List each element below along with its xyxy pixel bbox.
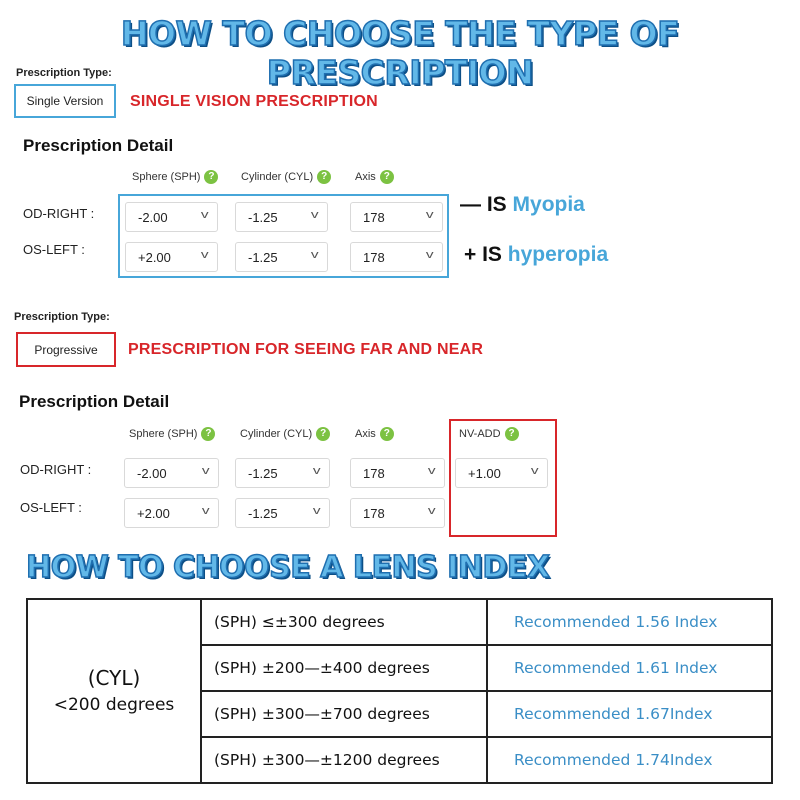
chevron-down-icon: v xyxy=(201,505,210,517)
sph-range-cell: (SPH) ±200—±400 degrees xyxy=(201,645,487,691)
sv-od-right-label: OD-RIGHT : xyxy=(23,206,95,221)
cyl-condition: <200 degrees xyxy=(53,695,175,716)
chevron-down-icon: v xyxy=(310,209,319,221)
table-row xyxy=(27,599,772,645)
sv-col-sphere-label: Sphere (SPH) xyxy=(132,171,201,183)
pg-col-cylinder xyxy=(240,427,330,441)
select-value: +2.00 xyxy=(138,249,171,265)
pg-od-cylinder-select[interactable] xyxy=(235,458,330,488)
chevron-down-icon: v xyxy=(312,465,321,477)
help-icon[interactable]: ? xyxy=(204,170,218,184)
help-icon[interactable]: ? xyxy=(201,427,215,441)
headline-prescription-type: HOW TO CHOOSE THE TYPE OF PRESCRIPTION xyxy=(120,14,680,92)
help-icon[interactable]: ? xyxy=(380,427,394,441)
chevron-down-icon: v xyxy=(427,505,436,517)
sv-os-cylinder-select[interactable] xyxy=(235,242,328,272)
pg-prescription-description: PRESCRIPTION FOR SEEING FAR AND NEAR xyxy=(128,341,484,358)
help-icon[interactable]: ? xyxy=(316,427,330,441)
chevron-down-icon: v xyxy=(427,465,436,477)
chevron-down-icon: v xyxy=(425,209,434,221)
select-value: -2.00 xyxy=(137,465,167,481)
pg-od-right-label: OD-RIGHT : xyxy=(20,462,92,477)
sv-col-cylinder-label: Cylinder (CYL) xyxy=(241,171,314,183)
select-value: 178 xyxy=(363,249,385,265)
sph-range-cell: (SPH) ≤±300 degrees xyxy=(201,599,487,645)
chevron-down-icon: v xyxy=(310,249,319,261)
recommendation-cell: Recommended 1.56 Index xyxy=(487,599,772,645)
hyperopia-keyword: hyperopia xyxy=(507,243,609,266)
pg-col-sphere-label: Sphere (SPH) xyxy=(129,428,198,440)
chevron-down-icon: v xyxy=(201,465,210,477)
sv-od-axis-select[interactable] xyxy=(350,202,443,232)
sv-prescription-type-label: Prescription Type: xyxy=(16,67,112,79)
sv-os-sphere-select[interactable] xyxy=(125,242,218,272)
lens-index-table xyxy=(26,598,773,784)
pg-od-sphere-select[interactable] xyxy=(124,458,219,488)
sv-col-axis-label: Axis xyxy=(355,171,376,183)
select-value: +1.00 xyxy=(468,465,501,481)
sv-col-cylinder xyxy=(241,170,331,184)
select-value: 178 xyxy=(363,465,385,481)
select-value: -2.00 xyxy=(138,209,168,225)
chevron-down-icon: v xyxy=(530,465,539,477)
sv-prescription-description: SINGLE VISION PRESCRIPTION xyxy=(130,93,378,110)
sv-os-left-label: OS-LEFT : xyxy=(23,242,85,257)
sv-os-axis-select[interactable] xyxy=(350,242,443,272)
sv-col-sphere xyxy=(132,170,218,184)
myopia-note xyxy=(460,193,585,217)
myopia-note-prefix: — IS xyxy=(460,193,513,216)
sv-od-cylinder-select[interactable] xyxy=(235,202,328,232)
sph-range-cell: (SPH) ±300—±700 degrees xyxy=(201,691,487,737)
pg-col-sphere xyxy=(129,427,215,441)
help-icon[interactable]: ? xyxy=(317,170,331,184)
select-value: -1.25 xyxy=(248,209,278,225)
help-icon[interactable]: ? xyxy=(380,170,394,184)
pg-os-sphere-select[interactable] xyxy=(124,498,219,528)
sv-prescription-type-select[interactable]: Single Version xyxy=(14,84,116,118)
pg-prescription-type-label: Prescription Type: xyxy=(14,311,110,323)
select-value: -1.25 xyxy=(248,249,278,265)
sph-range-cell: (SPH) ±300—±1200 degrees xyxy=(201,737,487,783)
pg-col-nv-add-label: NV-ADD xyxy=(459,428,501,440)
select-value: 178 xyxy=(363,505,385,521)
sv-od-sphere-select[interactable] xyxy=(125,202,218,232)
chevron-down-icon: v xyxy=(200,209,209,221)
recommendation-cell: Recommended 1.67Index xyxy=(487,691,772,737)
chevron-down-icon: v xyxy=(425,249,434,261)
chevron-down-icon: v xyxy=(200,249,209,261)
select-value: 178 xyxy=(363,209,385,225)
pg-prescription-type-select[interactable]: Progressive xyxy=(16,332,116,367)
pg-prescription-detail-title: Prescription Detail xyxy=(19,392,170,411)
select-value: +2.00 xyxy=(137,505,170,521)
pg-od-axis-select[interactable] xyxy=(350,458,445,488)
select-value: -1.25 xyxy=(248,465,278,481)
cyl-label: (CYL) xyxy=(87,666,141,691)
myopia-keyword: Myopia xyxy=(512,193,585,216)
recommendation-cell: Recommended 1.61 Index xyxy=(487,645,772,691)
recommendation-cell: Recommended 1.74Index xyxy=(487,737,772,783)
pg-col-axis-label: Axis xyxy=(355,428,376,440)
pg-os-left-label: OS-LEFT : xyxy=(20,500,82,515)
headline-lens-index: HOW TO CHOOSE A LENS INDEX xyxy=(26,550,550,585)
help-icon[interactable]: ? xyxy=(505,427,519,441)
sv-prescription-detail-title: Prescription Detail xyxy=(23,136,174,155)
pg-od-nv-add-select[interactable] xyxy=(455,458,548,488)
sv-col-axis xyxy=(355,170,394,184)
hyperopia-note-prefix: + IS xyxy=(464,243,508,266)
select-value: -1.25 xyxy=(248,505,278,521)
pg-os-cylinder-select[interactable] xyxy=(235,498,330,528)
pg-os-axis-select[interactable] xyxy=(350,498,445,528)
pg-col-nv-add xyxy=(459,427,519,441)
pg-col-cylinder-label: Cylinder (CYL) xyxy=(240,428,313,440)
hyperopia-note xyxy=(464,243,608,267)
cyl-condition-cell xyxy=(27,599,201,783)
pg-col-axis xyxy=(355,427,394,441)
chevron-down-icon: v xyxy=(312,505,321,517)
